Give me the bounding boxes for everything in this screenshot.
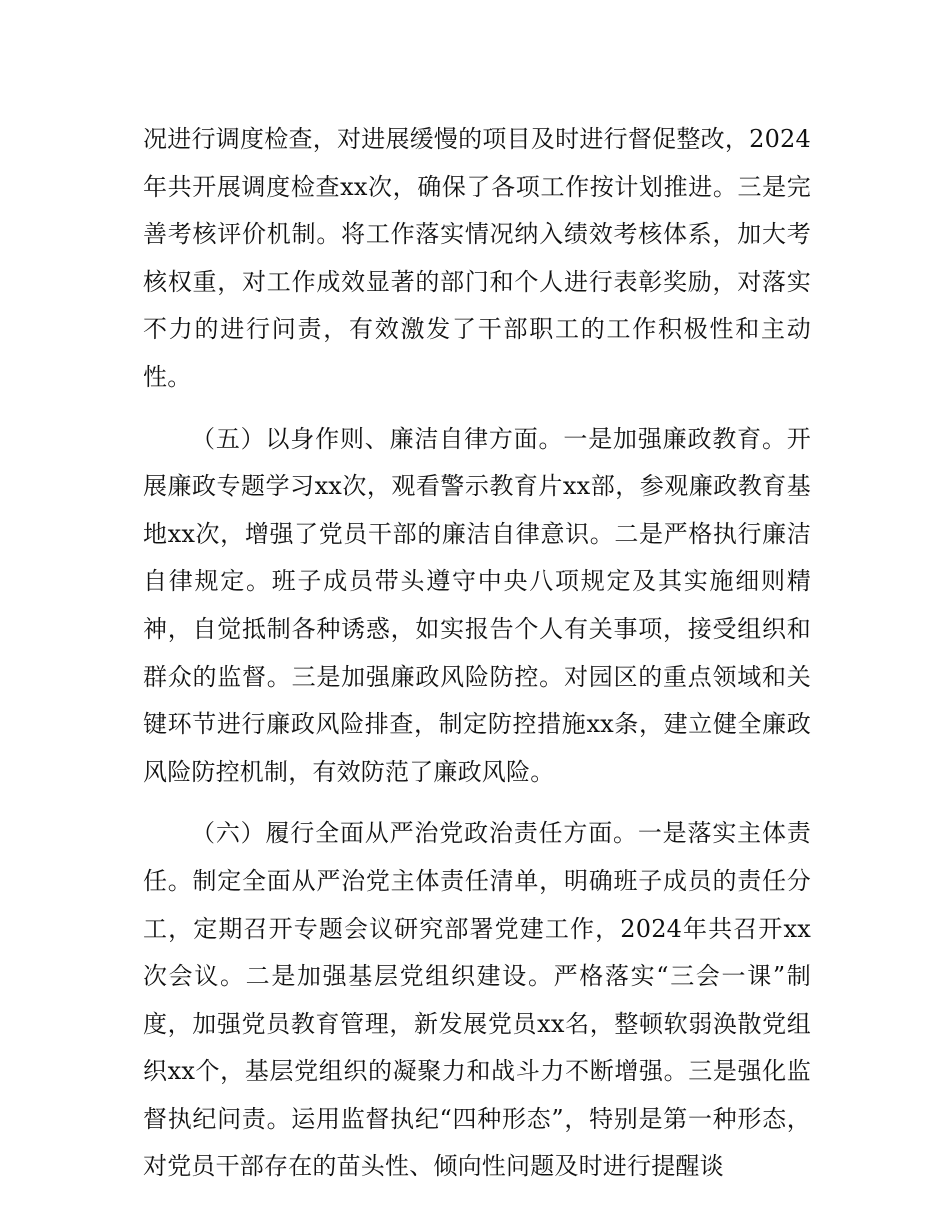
paragraph-section-6: （六）履行全面从严治党政治责任方面。一是落实主体责任。制定全面从严治党主体责任清单，明确班子成员的责任分工，定期召开专题会议研究部署党建工作，2024年共召开xx次会议。二是加强基层党组织建设。严格落实“三会一课”制度，加强党员教育管理，新发展党员xx名，整顿软弱涣散党组织xx个，基层党组织的凝聚力和战斗力不断增强。三是强化监督执纪问责。运用监督执纪“四种形态”，特别是第一种形态，对党员干部存在的苗头性、倾向性问题及时进行提醒谈 xyxy=(143,819,811,1181)
paragraph-spacer xyxy=(143,796,811,810)
paragraph-section-5: （五）以身作则、廉洁自律方面。一是加强廉政教育。开展廉政专题学习xx次，观看警示教育片xx部，参观廉政教育基地xx次，增强了党员干部的廉洁自律意识。二是严格执行廉洁自律规定。班子成员带头遵守中央八项规定及其实施细则精神，自觉抵制各种诱惑，如实报告个人有关事项，接受组织和群众的监督。三是加强廉政风险防控。对园区的重点领域和关键环节进行廉政风险排查，制定防控措施xx条，建立健全廉政风险防控机制，有效防范了廉政风险。 xyxy=(143,424,811,786)
paragraph-continuation: 况进行调度检查，对进展缓慢的项目及时进行督促整改，2024年共开展调度检查xx次，确保了各项工作按计划推进。三是完善考核评价机制。将工作落实情况纳入绩效考核体系，加大考核权重，对工作成效显著的部门和个人进行表彰奖励，对落实不力的进行问责，有效激发了干部职工的工作积极性和主动性。 xyxy=(143,125,811,391)
paragraph-spacer xyxy=(143,402,811,416)
document-body xyxy=(143,116,811,1191)
